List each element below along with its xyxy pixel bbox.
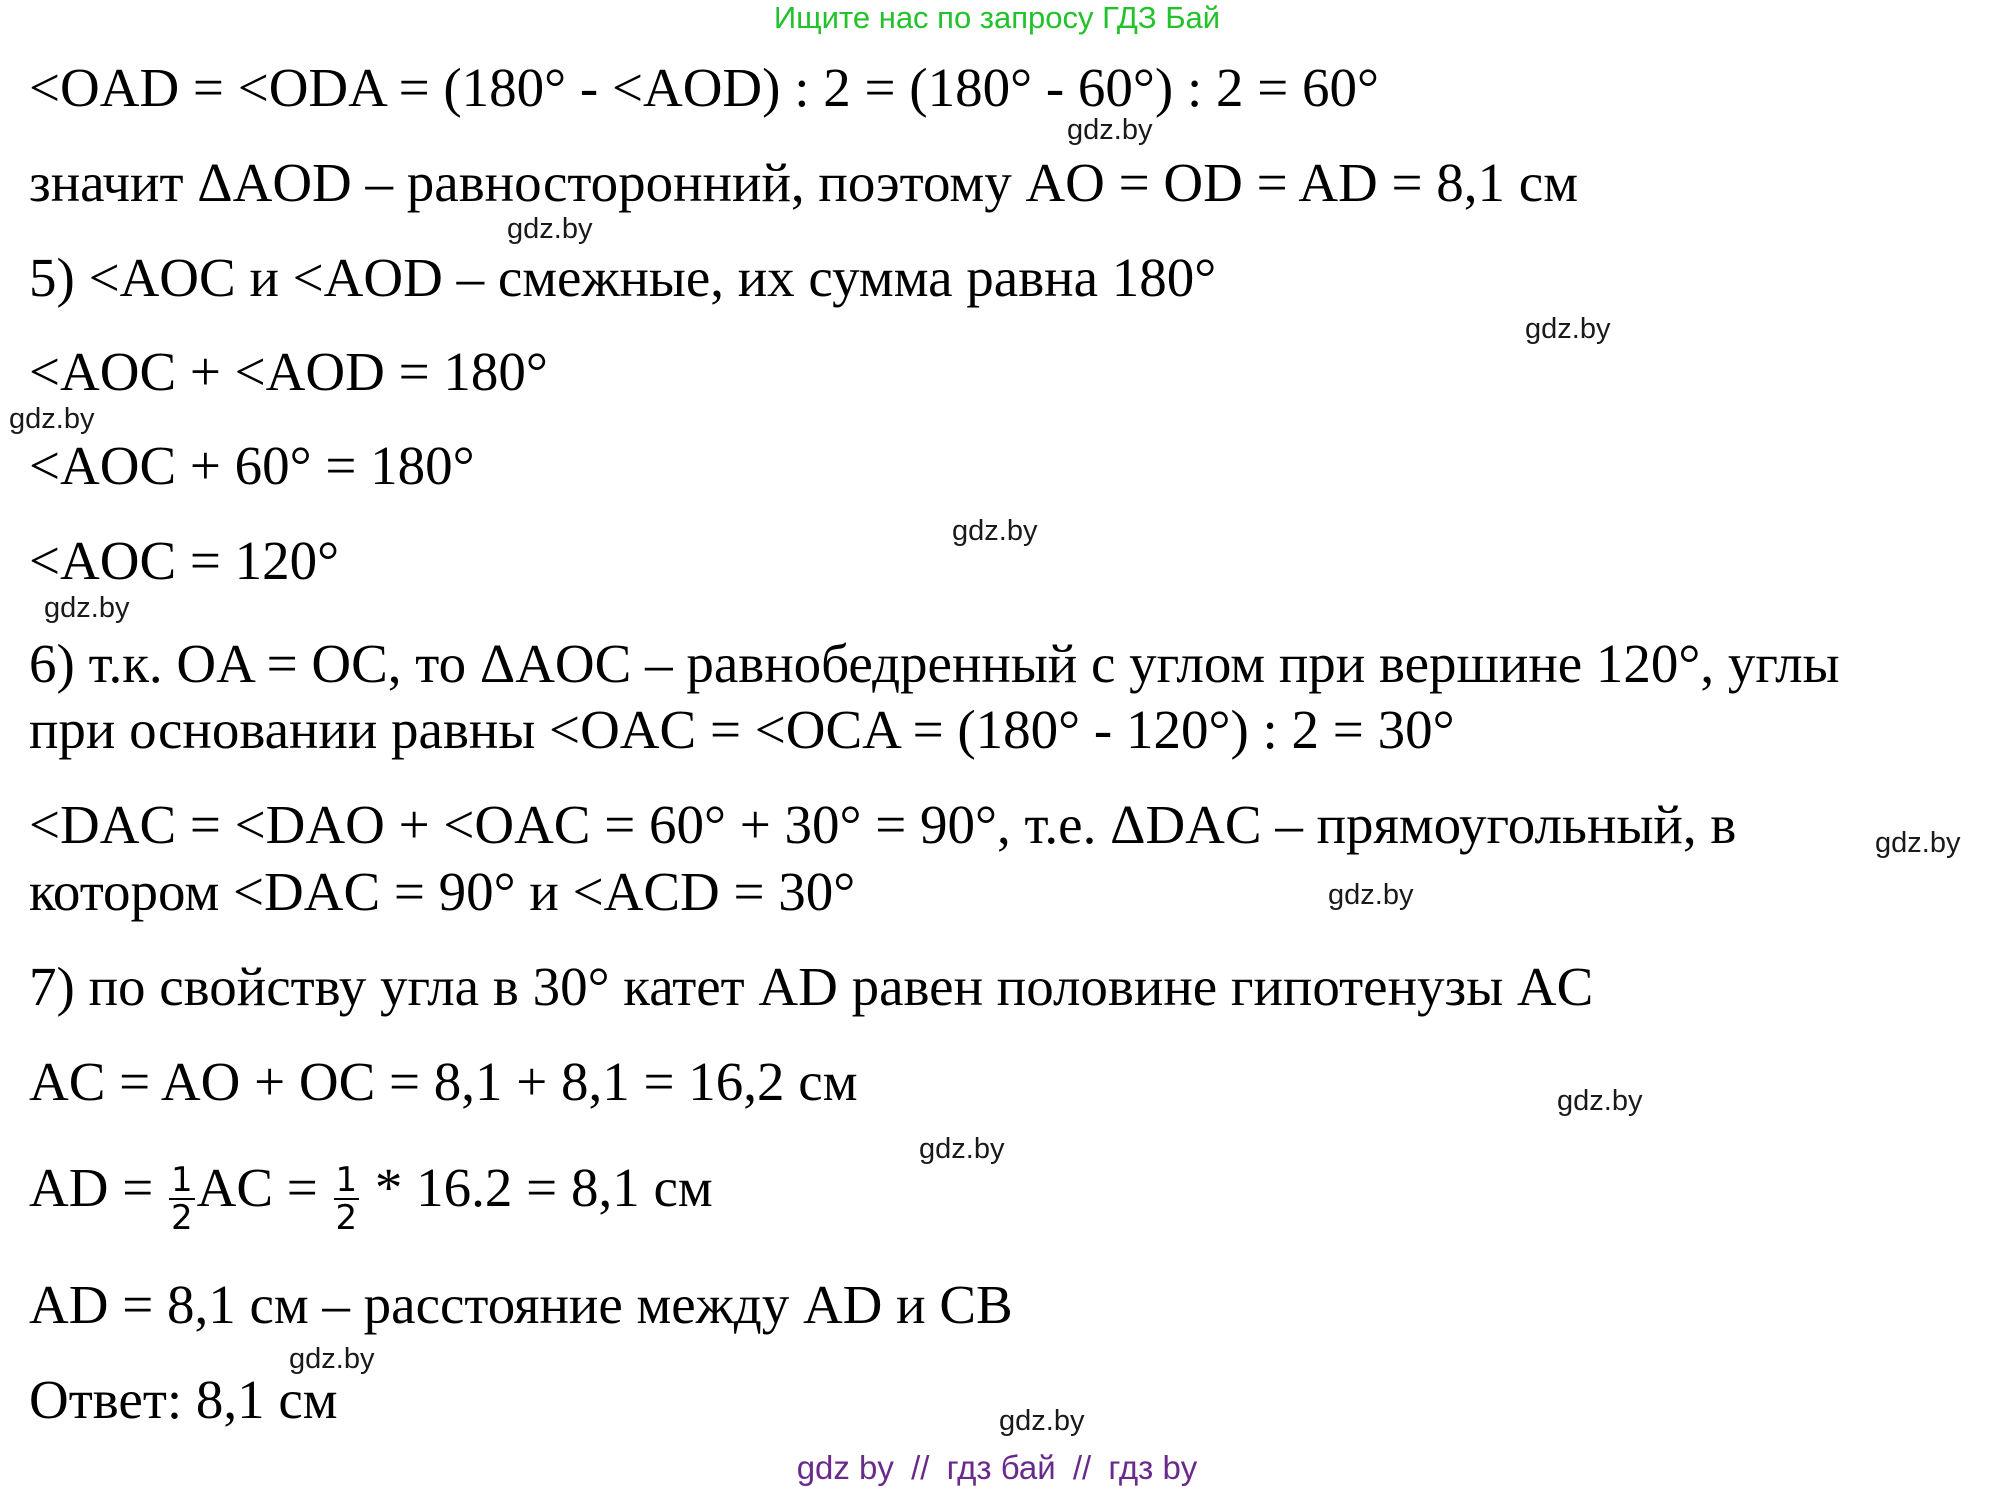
- solution-step-6: 6) т.к. OA = OC, то ΔAOC – равнобедренный с углом при вершине 120°, углы: [29, 633, 1840, 694]
- watermark: gdz.by: [44, 592, 130, 624]
- watermark: gdz.by: [1525, 313, 1611, 345]
- solution-line-10: котором <DAC = 90° и <ACD = 30°: [29, 861, 856, 922]
- watermark: gdz.by: [1328, 879, 1414, 911]
- promo-link[interactable]: Ищите нас по запросу ГДЗ Бай: [773, 0, 1221, 35]
- formula-prefix: AD =: [29, 1157, 167, 1218]
- watermark: gdz.by: [289, 1343, 375, 1375]
- solution-step-5: 5) <AOC и <AOD – смежные, их сумма равна 180°: [29, 247, 1217, 308]
- fraction-numerator: 1: [335, 1160, 358, 1201]
- solution-line-5: <AOC + 60° = 180°: [29, 435, 475, 496]
- solution-line-6: <AOC = 120°: [29, 530, 340, 591]
- fraction-one-half: [169, 1160, 195, 1239]
- watermark: gdz.by: [1875, 827, 1961, 859]
- watermark: gdz.by: [999, 1405, 1085, 1437]
- footer-links: [0, 1449, 1994, 1487]
- fraction-denominator: 2: [170, 1198, 193, 1239]
- solution-step-7: 7) по свойству угла в 30° катет AD равен половине гипотенузы AC: [29, 956, 1594, 1017]
- solution-line-8: при основании равны <OAC = <OCA = (180° - 120°) : 2 = 30°: [29, 699, 1455, 760]
- fraction-one-half: [334, 1160, 360, 1239]
- watermark: gdz.by: [919, 1133, 1005, 1165]
- solution-line-1: <OAD = <ODA = (180° - <AOD) : 2 = (180° - 60°) : 2 = 60°: [29, 57, 1379, 118]
- watermark: gdz.by: [952, 515, 1038, 547]
- formula-line-ad: [29, 1156, 713, 1239]
- solution-line-14: AD = 8,1 см – расстояние между AD и CB: [29, 1274, 1013, 1335]
- watermark: gdz.by: [9, 403, 95, 435]
- watermark: gdz.by: [1067, 114, 1153, 146]
- footer-link-gdz-by-cyr[interactable]: гдз by: [1108, 1449, 1198, 1486]
- footer-separator: //: [911, 1449, 930, 1486]
- solution-line-2: значит ΔAOD – равносторонний, поэтому AO = OD = AD = 8,1 см: [29, 152, 1578, 213]
- formula-middle: AC =: [196, 1157, 332, 1218]
- solution-line-9: <DAC = <DAO + <OAC = 60° + 30° = 90°, т.е. ΔDAC – прямоугольный, в: [29, 794, 1737, 855]
- fraction-numerator: 1: [170, 1160, 193, 1201]
- fraction-denominator: 2: [335, 1198, 358, 1239]
- footer-link-gdz-by[interactable]: gdz by: [796, 1449, 894, 1486]
- solution-line-4: <AOC + <AOD = 180°: [29, 341, 548, 402]
- footer-link-gdz-bai[interactable]: гдз бай: [946, 1449, 1056, 1486]
- watermark: gdz.by: [1557, 1085, 1643, 1117]
- solution-line-12: AC = AO + OC = 8,1 + 8,1 = 16,2 см: [29, 1051, 858, 1112]
- footer-separator: //: [1072, 1449, 1092, 1486]
- formula-suffix: * 16.2 = 8,1 см: [361, 1157, 713, 1218]
- watermark: gdz.by: [507, 213, 593, 245]
- answer-line: Ответ: 8,1 см: [29, 1369, 338, 1430]
